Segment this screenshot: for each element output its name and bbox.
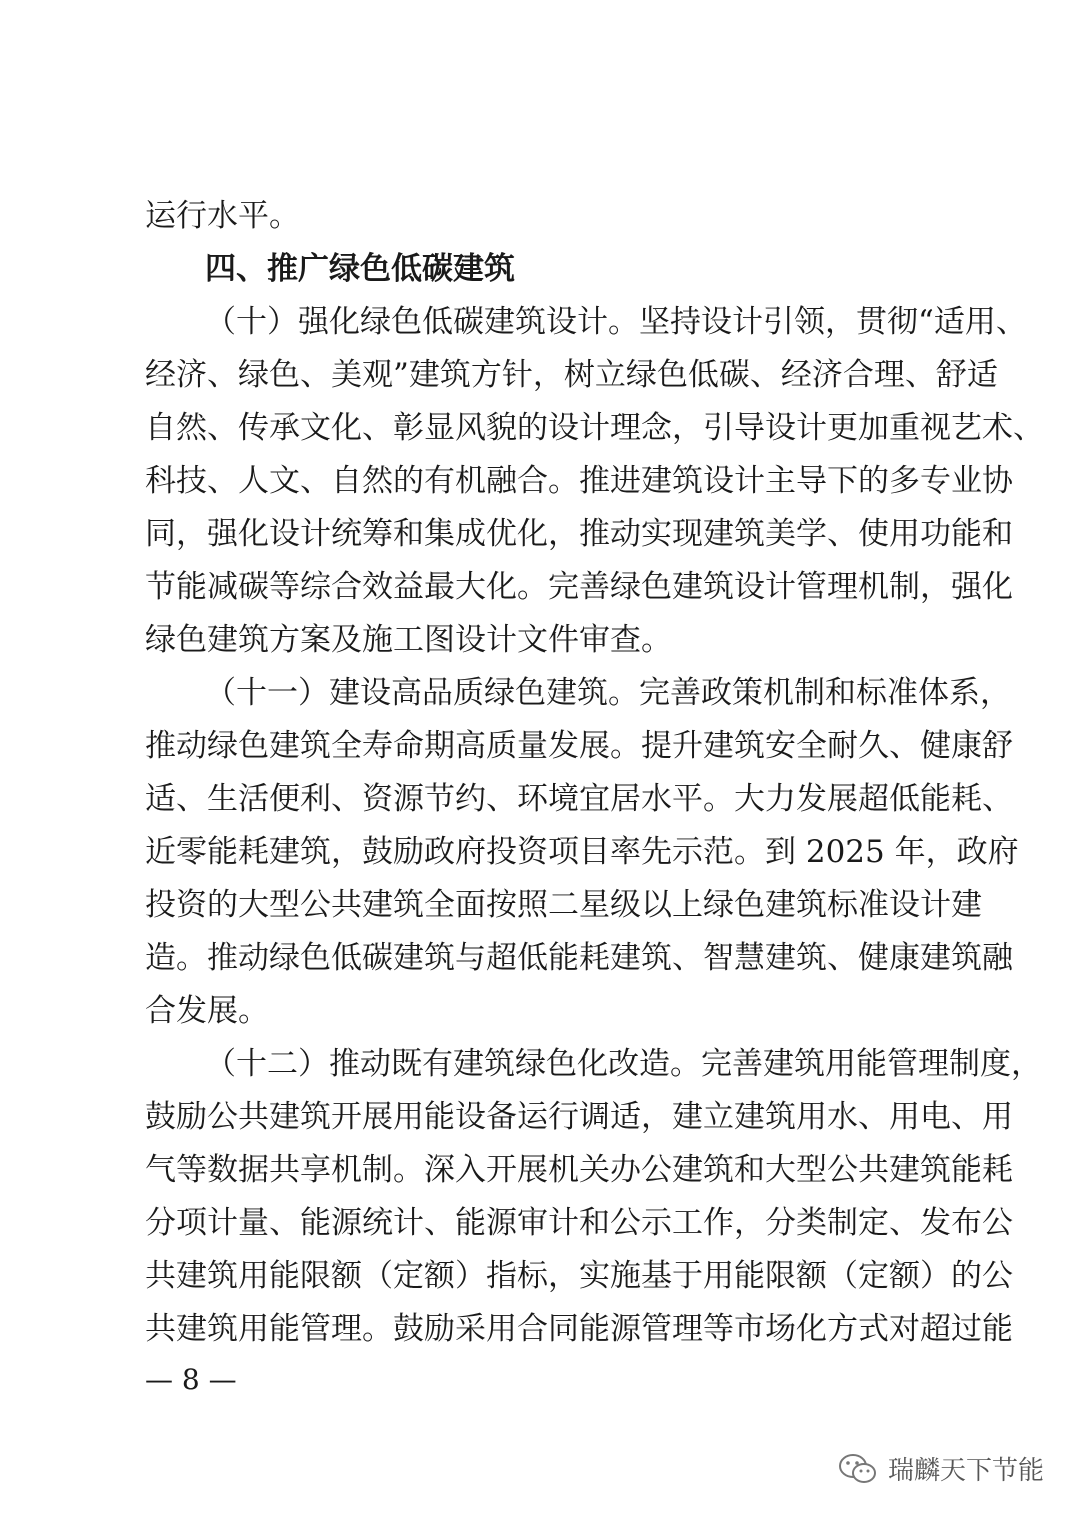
paragraph-line: 共建筑用能管理。鼓励采用合同能源管理等市场化方式对超过能 (145, 1311, 1013, 1347)
paragraph-line: 推动绿色建筑全寿命期高质量发展。提升建筑安全耐久、健康舒 (145, 728, 1013, 764)
paragraph-line: 节能减碳等综合效益最大化。完善绿色建筑设计管理机制，强化 (145, 569, 1013, 605)
paragraph-line: 适、生活便利、资源节约、环境宜居水平。大力发展超低能耗、 (145, 781, 1013, 817)
watermark (838, 1450, 1044, 1487)
paragraph-line: （十二）推动既有建筑绿色化改造。完善建筑用能管理制度， (205, 1046, 1042, 1082)
paragraph-line: 气等数据共享机制。深入开展机关办公建筑和大型公共建筑能耗 (145, 1152, 1013, 1188)
paragraph-line: 绿色建筑方案及施工图设计文件审查。 (145, 622, 672, 658)
page-number: — 8 — (145, 1363, 237, 1396)
watermark-text: 瑞麟天下节能 (887, 1456, 1044, 1486)
section-heading: 四、推广绿色低碳建筑 (205, 251, 515, 287)
paragraph-line: 造。推动绿色低碳建筑与超低能耗建筑、智慧建筑、健康建筑融 (145, 940, 1013, 976)
paragraph-line: 投资的大型公共建筑全面按照二星级以上绿色建筑标准设计建 (145, 887, 982, 923)
paragraph-line: 科技、人文、自然的有机融合。推进建筑设计主导下的多专业协 (145, 463, 1013, 499)
paragraph-line: 经济、绿色、美观”建筑方针，树立绿色低碳、经济合理、舒适 (145, 357, 998, 393)
paragraph-line: 共建筑用能限额（定额）指标，实施基于用能限额（定额）的公 (145, 1258, 1013, 1294)
paragraph-line: 合发展。 (145, 993, 269, 1029)
paragraph-line: 同，强化设计统筹和集成优化，推动实现建筑美学、使用功能和 (145, 516, 1013, 552)
document-body (145, 190, 1044, 1356)
paragraph-line: （十）强化绿色低碳建筑设计。坚持设计引领，贯彻“适用、 (205, 304, 1027, 340)
paragraph-line: 分项计量、能源统计、能源审计和公示工作，分类制定、发布公 (145, 1205, 1013, 1241)
paragraph-line: 近零能耗建筑，鼓励政府投资项目率先示范。到 2025 年，政府 (145, 834, 1019, 870)
paragraph-line: 自然、传承文化、彰显风貌的设计理念，引导设计更加重视艺术、 (145, 410, 1044, 446)
paragraph-line: 鼓励公共建筑开展用能设备运行调适，建立建筑用水、用电、用 (145, 1099, 1013, 1135)
paragraph-line: （十一）建设高品质绿色建筑。完善政策机制和标准体系， (205, 675, 1011, 711)
paragraph-line: 运行水平。 (145, 198, 300, 234)
wechat-icon (838, 1452, 878, 1486)
